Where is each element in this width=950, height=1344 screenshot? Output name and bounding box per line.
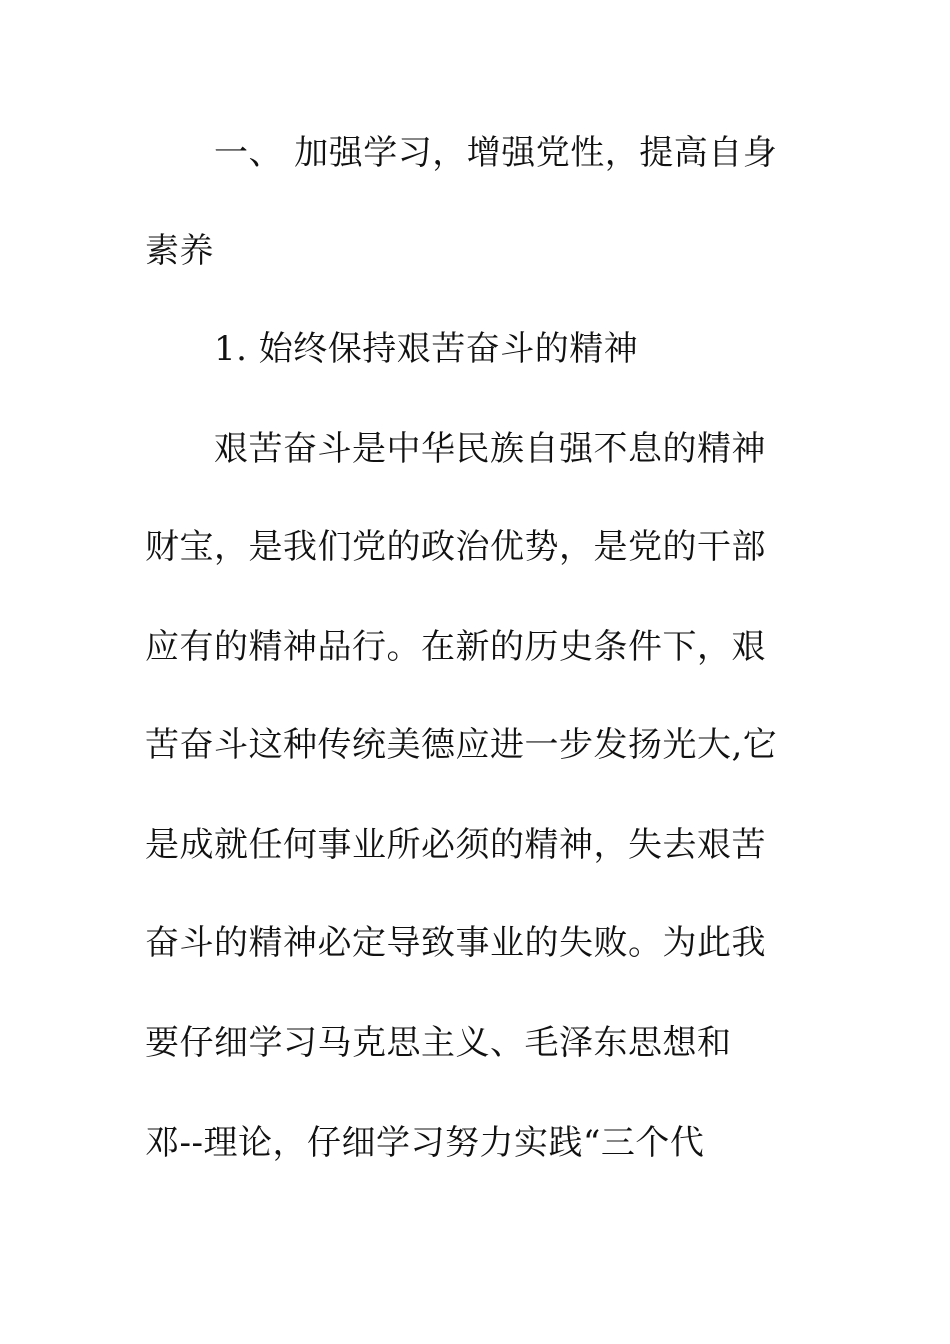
paragraph-line-4: 苦奋斗这种传统美德应进一步发扬光大,它 xyxy=(145,725,778,765)
section-heading-line-1: 一、 加强学习，增强党性，提高自身 xyxy=(214,133,778,173)
section-heading-line-2: 素养 xyxy=(145,231,214,271)
paragraph-line-8: 邓--理论，仔细学习努力实践“三个代 xyxy=(145,1123,705,1163)
paragraph-line-7: 要仔细学习马克思主义、毛泽东思想和 xyxy=(145,1023,732,1063)
subsection-heading: 1. 始终保持艰苦奋斗的精神 xyxy=(214,329,639,369)
paragraph-line-6: 奋斗的精神必定导致事业的失败。为此我 xyxy=(145,923,766,963)
paragraph-line-1: 艰苦奋斗是中华民族自强不息的精神 xyxy=(214,429,766,469)
paragraph-line-2: 财宝，是我们党的政治优势，是党的干部 xyxy=(145,527,766,567)
paragraph-line-3: 应有的精神品行。在新的历史条件下，艰 xyxy=(145,627,766,667)
paragraph-line-5: 是成就任何事业所必须的精神，失去艰苦 xyxy=(145,825,766,865)
